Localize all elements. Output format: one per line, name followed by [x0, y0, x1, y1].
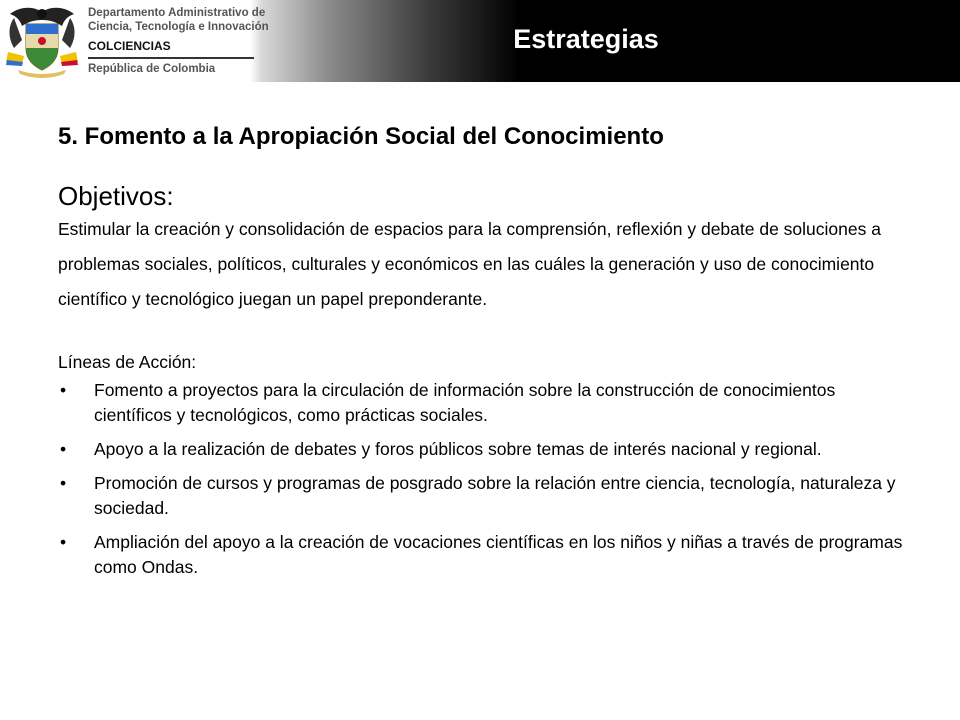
org-line-1: Departamento Administrativo de — [88, 7, 266, 19]
bullet-icon: • — [60, 532, 67, 552]
list-item-text: Apoyo a la realización de debates y foros públicos sobre temas de interés nacional y regional. — [94, 439, 822, 459]
header-bar — [0, 0, 960, 82]
objectives-heading: Objetivos: — [58, 181, 174, 211]
objectives-text: Estimular la creación y consolidación de espacios para la comprensión, reflexión y debate de soluciones a problemas sociales, políticos, culturales y económicos en las cuáles la generación y uso de conocimiento científico y tecnológico juegan un papel preponderante. — [58, 219, 881, 309]
org-acronym: COLCIENCIAS — [88, 39, 171, 53]
org-divider — [88, 57, 254, 59]
list-item — [58, 378, 904, 428]
section-title: 5. Fomento a la Apropiación Social del Conocimiento — [58, 123, 664, 150]
list-item — [58, 437, 904, 462]
action-lines-heading: Líneas de Acción: — [58, 352, 197, 372]
list-item-text: Fomento a proyectos para la circulación de información sobre la construcción de conocimientos científicos y tecnológicos, como prácticas sociales. — [94, 380, 836, 425]
slide-header-title: Estrategias — [513, 24, 659, 54]
bullet-icon: • — [60, 473, 67, 493]
logo-block — [0, 0, 269, 82]
org-line-2: Ciencia, Tecnología e Innovación — [88, 21, 269, 33]
coat-of-arms-icon — [4, 4, 80, 78]
list-item — [58, 471, 904, 521]
bullet-icon: • — [60, 380, 67, 400]
org-country: República de Colombia — [88, 63, 216, 75]
list-item-text: Ampliación del apoyo a la creación de vocaciones científicas en los niños y niñas a través de programas como Ondas. — [94, 532, 903, 577]
bullet-icon: • — [60, 439, 67, 459]
org-name-block — [88, 6, 269, 76]
action-lines-list — [58, 378, 918, 580]
list-item-text: Promoción de cursos y programas de posgrado sobre la relación entre ciencia, tecnología, naturaleza y sociedad. — [94, 473, 896, 518]
list-item — [58, 530, 904, 580]
slide-content — [58, 122, 918, 580]
